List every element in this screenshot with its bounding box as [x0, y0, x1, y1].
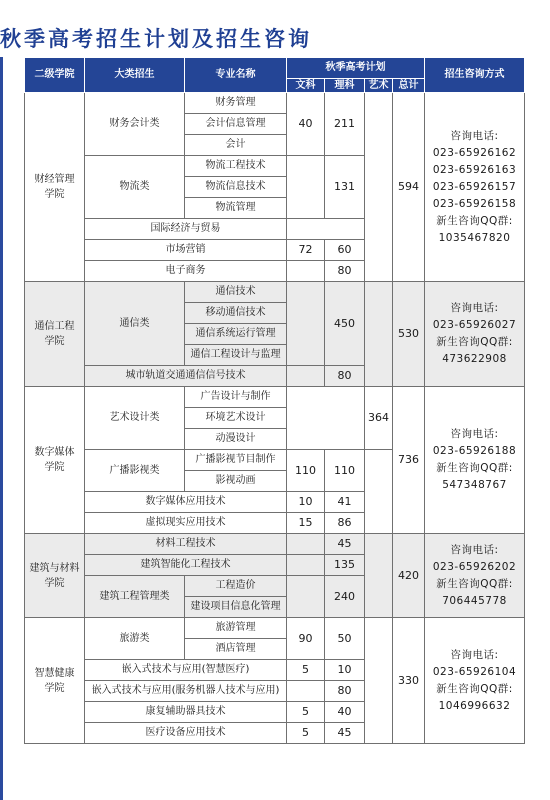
major-name: 动漫设计	[185, 429, 287, 450]
wenke-value	[287, 366, 325, 387]
wenke-value	[287, 576, 325, 618]
wenke-value	[287, 282, 325, 366]
wenke-value: 90	[287, 618, 325, 660]
major-name: 影视动画	[185, 471, 287, 492]
major-name: 建筑智能化工程技术	[85, 555, 287, 576]
page-title: 秋季高考招生计划及招生咨询	[0, 27, 312, 51]
major-name: 物流工程技术	[185, 156, 287, 177]
header-plan: 秋季高考计划	[287, 58, 425, 79]
major-name: 通信工程设计与监理	[185, 345, 287, 366]
header-like: 理科	[325, 79, 365, 93]
like-value: 41	[325, 492, 365, 513]
like-value: 135	[325, 555, 365, 576]
admission-plan-table	[24, 57, 525, 744]
table-row	[25, 618, 525, 639]
header-contact: 招生咨询方式	[425, 58, 525, 93]
major-name: 财务管理	[185, 93, 287, 114]
category-name: 旅游类	[85, 618, 185, 660]
major-name: 旅游管理	[185, 618, 287, 639]
header-row	[25, 58, 525, 79]
wenke-value: 72	[287, 240, 325, 261]
major-name: 广告设计与制作	[185, 387, 287, 408]
major-name: 嵌入式技术与应用(服务机器人技术与应用)	[85, 681, 287, 702]
like-value: 80	[325, 681, 365, 702]
major-name: 会计信息管理	[185, 114, 287, 135]
total-value: 736	[393, 387, 425, 534]
college-name: 财经管理 学院	[25, 93, 85, 282]
college-name: 建筑与材料 学院	[25, 534, 85, 618]
major-name: 通信系统运行管理	[185, 324, 287, 345]
major-name: 数字媒体应用技术	[85, 492, 287, 513]
major-name: 医疗设备应用技术	[85, 723, 287, 744]
like-value: 45	[325, 723, 365, 744]
category-name: 艺术设计类	[85, 387, 185, 450]
yishu-value	[365, 93, 393, 282]
plan-value	[287, 387, 365, 450]
contact-info: 咨询电话: 023-65926188 新生咨询QQ群: 547348767	[425, 387, 525, 534]
left-accent-bar	[0, 57, 3, 800]
category-name: 广播影视类	[85, 450, 185, 492]
like-value: 45	[325, 534, 365, 555]
contact-info: 咨询电话: 023-65926202 新生咨询QQ群: 706445778	[425, 534, 525, 618]
total-value: 420	[393, 534, 425, 618]
wenke-value	[287, 156, 325, 219]
table-row	[25, 93, 525, 114]
major-name: 工程造价	[185, 576, 287, 597]
major-name: 国际经济与贸易	[85, 219, 287, 240]
college-name: 通信工程 学院	[25, 282, 85, 387]
like-value: 211	[325, 93, 365, 156]
wenke-value: 15	[287, 513, 325, 534]
major-name: 材料工程技术	[85, 534, 287, 555]
category-name: 建筑工程管理类	[85, 576, 185, 618]
category-name: 物流类	[85, 156, 185, 219]
like-value: 240	[325, 576, 365, 618]
like-value: 110	[325, 450, 365, 492]
category-name: 财务会计类	[85, 93, 185, 156]
major-name: 物流信息技术	[185, 177, 287, 198]
contact-info: 咨询电话: 023-65926104 新生咨询QQ群: 1046996632	[425, 618, 525, 744]
yishu-value	[365, 282, 393, 387]
like-value: 60	[325, 240, 365, 261]
like-value: 450	[325, 282, 365, 366]
total-value: 594	[393, 93, 425, 282]
header-college: 二级学院	[25, 58, 85, 93]
wenke-value	[287, 261, 325, 282]
major-name: 嵌入式技术与应用(智慧医疗)	[85, 660, 287, 681]
like-value: 86	[325, 513, 365, 534]
header-category: 大类招生	[85, 58, 185, 93]
wenke-value: 5	[287, 660, 325, 681]
major-name: 广播影视节目制作	[185, 450, 287, 471]
yishu-value	[365, 618, 393, 744]
yishu-value: 364	[365, 387, 393, 450]
contact-info: 咨询电话: 023-65926162 023-65926163 023-65926157 023-65926158 新生咨询QQ群: 1035467820	[425, 93, 525, 282]
college-name: 数字媒体 学院	[25, 387, 85, 534]
major-name: 酒店管理	[185, 639, 287, 660]
wenke-value	[287, 534, 325, 555]
wenke-value	[287, 681, 325, 702]
major-name: 康复辅助器具技术	[85, 702, 287, 723]
header-total: 总计	[393, 79, 425, 93]
like-value: 80	[325, 366, 365, 387]
yishu-value	[365, 450, 393, 534]
table-row	[25, 534, 525, 555]
major-name: 物流管理	[185, 198, 287, 219]
college-name: 智慧健康 学院	[25, 618, 85, 744]
wenke-value: 40	[287, 93, 325, 156]
total-value: 530	[393, 282, 425, 387]
major-name: 城市轨道交通通信信号技术	[85, 366, 287, 387]
category-name: 通信类	[85, 282, 185, 366]
plan-value	[287, 219, 365, 240]
major-name: 移动通信技术	[185, 303, 287, 324]
table-row	[25, 387, 525, 408]
major-name: 环境艺术设计	[185, 408, 287, 429]
major-name: 虚拟现实应用技术	[85, 513, 287, 534]
wenke-value: 5	[287, 723, 325, 744]
wenke-value: 5	[287, 702, 325, 723]
like-value: 40	[325, 702, 365, 723]
like-value: 80	[325, 261, 365, 282]
major-name: 建设项目信息化管理	[185, 597, 287, 618]
major-name: 会计	[185, 135, 287, 156]
like-value: 10	[325, 660, 365, 681]
major-name: 市场营销	[85, 240, 287, 261]
contact-info: 咨询电话: 023-65926027 新生咨询QQ群: 473622908	[425, 282, 525, 387]
like-value: 50	[325, 618, 365, 660]
total-value: 330	[393, 618, 425, 744]
yishu-value	[365, 534, 393, 618]
major-name: 电子商务	[85, 261, 287, 282]
header-yishu: 艺术	[365, 79, 393, 93]
wenke-value: 10	[287, 492, 325, 513]
like-value: 131	[325, 156, 365, 219]
header-major: 专业名称	[185, 58, 287, 93]
wenke-value: 110	[287, 450, 325, 492]
major-name: 通信技术	[185, 282, 287, 303]
table-row	[25, 282, 525, 303]
header-wenke: 文科	[287, 79, 325, 93]
wenke-value	[287, 555, 325, 576]
